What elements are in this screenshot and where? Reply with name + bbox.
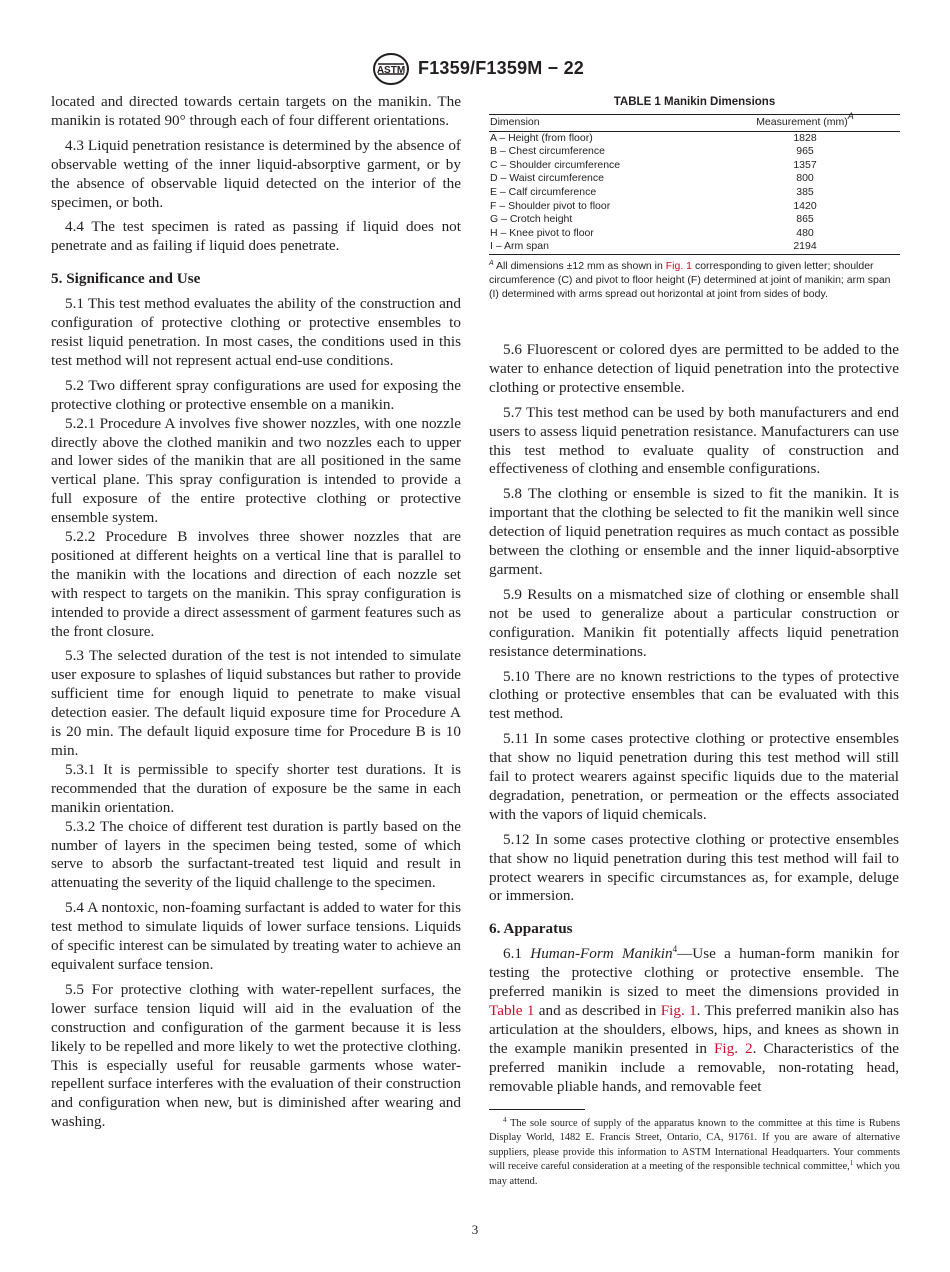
footnote-4: $^4$ The sole source of supply of the apparatus known to the committee at this time is Rubens Display World, 1482 E. Francis Street, Ontario, CA, 91761. If you are aware of alternative suppliers, please provide this information to ASTM International Headquarters. Your comments will receive careful consideration at a meeting of the responsible technical committee,$^1$ which you may attend. xyxy=(489,1116,900,1187)
paragraph-5-7: 5.7 This test method can be used by both manufacturers and end users to assess liquid penetration resistance. Manufacturers can use this test method to evaluate quality of construction and effectiveness of clothing and ensemble configurations. xyxy=(489,403,899,478)
paragraph-4-4: 4.4 The test specimen is rated as passing if liquid does not penetrate and as failing if liquid does penetrate. xyxy=(51,218,461,255)
paragraph-5-5: 5.5 For protective clothing with water-repellent surfaces, the lower surface tension liquid will aid in the evaluation of the construction and configuration of the garment because it is less likely to be repelled and more likely to wet the protective clothing. This is especially useful for reusable garments whose water-repellent surface interferes with the evaluation of their construction and configuration when new, but is diminished after wearing and washing. xyxy=(51,980,461,1131)
paragraph-5-3-1: 5.3.1 It is permissible to specify shorter test durations. It is recommended that the duration of exposure be the same in each manikin orientation. xyxy=(51,760,461,816)
fig-1-link[interactable]: Fig. 1 xyxy=(660,1002,697,1019)
paragraph-5-9: 5.9 Results on a mismatched size of clothing or ensemble shall not be used to generalize about a particular construction or configuration. Manikin fit potentially affects liquid penetration resistance determinations. xyxy=(489,585,899,660)
column-header-measurement: Measurement (mm)$^A$ xyxy=(710,115,900,132)
paragraph-5-2-2: 5.2.2 Procedure B involves three shower nozzles that are positioned at different heights on a vertical line that is parallel to the manikin with the locations and direction of each nozzle set with respect to targets on the manikin. This spray configuration is intended to provide a direct assessment of garment features such as the front closure. xyxy=(51,528,461,640)
paragraph-5-1: 5.1 This test method evaluates the ability of the construction and configuration of protective clothing or protective ensembles to resist liquid penetration. In most cases, the conditions used in this test method will not represent actual end-use conditions. xyxy=(51,295,461,369)
table-row: A – Height (from floor) 1828 xyxy=(490,131,817,144)
paragraph-6-1: 6.1 Human-Form Manikin$^4$—Use a human-form manikin for testing the protective clothing or protective ensemble. The preferred manikin is sized to meet the dimensions provided in Table 1 and as described in Fig. 1. This preferred manikin also has articulation at the shoulders, elbows, hips, and knees as shown in the example manikin presented in Fig. 2. Characteristics of the preferred manikin include a removable, non-rotating head, removable pliable hands, and removable feet xyxy=(489,944,900,1095)
left-column xyxy=(51,93,461,1138)
column-header-dimension: Dimension xyxy=(489,115,710,132)
page-number: 3 xyxy=(471,1222,479,1237)
paragraph-5-2-1: 5.2.1 Procedure A involves five shower nozzles, with one nozzle directly above the clothed manikin and two nozzles each to upper and lower sides of the manikin that are all positioned in the same vertical plane. This spray configuration is intended to provide a full exposure of the entire protective clothing or protective ensemble system. xyxy=(51,414,461,527)
standard-designation: F1359/F1359M − 22 xyxy=(418,58,585,78)
fig-2-link[interactable]: Fig. 2 xyxy=(713,1039,753,1057)
paragraph-4-3: 4.3 Liquid penetration resistance is determined by the absence of observable wetting of the inner liquid-absorptive garment, or by the absence of observable liquid detected on the interior of the specimen, or both. xyxy=(51,136,461,211)
section-6-heading: 6. Apparatus xyxy=(489,920,573,938)
paragraph-5-4: 5.4 A nontoxic, non-foaming surfactant is added to water for this test method to simulate liquids of lower surface tensions. Liquids of specific interest can be simulated by treating water to achieve an equivalent surface tension. xyxy=(51,899,461,973)
table-row: D – Waist circumference 800 xyxy=(490,172,814,185)
table-row: H – Knee pivot to floor 480 xyxy=(490,226,814,239)
table-header-row xyxy=(489,115,900,132)
paragraph-5-2: 5.2 Two different spray configurations are used for exposing the protective clothing or protective ensemble on a manikin. xyxy=(51,376,461,413)
right-column xyxy=(489,341,899,1103)
paragraph-5-3: 5.3 The selected duration of the test is not intended to simulate user exposure to splashes of liquid substances but rather to provide sufficient time for enough liquid to penetrate to make visual detection easier. The default liquid exposure time for Procedure A is 20 min. The default liquid exposure time for Procedure B is 10 min. xyxy=(51,647,461,759)
table-1-link[interactable]: Table 1 xyxy=(489,1002,535,1019)
paragraph-5-10: 5.10 There are no known restrictions to the types of protective clothing or protective ensembles that can be evaluated with this test method. xyxy=(489,667,899,723)
table-row: C – Shoulder circumference 1357 xyxy=(490,158,817,171)
table-row: B – Chest circumference 965 xyxy=(490,145,814,158)
paragraph-5-12: 5.12 In some cases protective clothing or protective ensembles that show no liquid penetration during this test method will fail to protect wearers in specific circumstances as, for example, deluge or immersion. xyxy=(489,830,899,905)
manikin-dimensions-table xyxy=(489,111,900,255)
table-footnote: $^A$ All dimensions ±12 mm as shown in Fig. 1 corresponding to given letter; shoulder circumference (C) and pivot to floor height (F) determined at joint of manikin; arm span (I) determined with arms spread out horizontal at joint from sides of body. xyxy=(489,259,891,301)
table-row: E – Calf circumference 385 xyxy=(490,185,814,198)
paragraph-5-11: 5.11 In some cases protective clothing or protective ensembles that show no liquid penetration during this test method will still fail to protect wearers against specific liquids due to the material degradation, penetration, or permeation or the effects associated with the vapors of liquid chemicals. xyxy=(489,730,899,823)
svg-text:ASTM: ASTM xyxy=(376,65,406,76)
table-title: TABLE 1 Manikin Dimensions xyxy=(613,96,776,108)
section-5-heading: 5. Significance and Use xyxy=(51,270,201,288)
page-header xyxy=(0,52,950,86)
paragraph-5-6: 5.6 Fluorescent or colored dyes are permitted to be added to the water to enhance detection of liquid penetration into the protective clothing or protective ensemble. xyxy=(489,341,899,396)
paragraph-5-3-2: 5.3.2 The choice of different test duration is partly based on the number of layers in the specimen being tested, some of which serve to absorb the surfactant-treated test liquid and result in attenuating the severity of the liquid challenge to the specimen. xyxy=(51,817,461,892)
paragraph-4-2-continued: located and directed towards certain targets on the manikin. The manikin is rotated 90° through each of four different orientations. xyxy=(51,93,461,129)
footnote-divider xyxy=(489,1109,585,1110)
table-row: G – Crotch height 865 xyxy=(490,213,814,226)
astm-logo-icon xyxy=(372,52,410,86)
fig-1-link[interactable]: Fig. 1 xyxy=(665,259,693,272)
paragraph-5-8: 5.8 The clothing or ensemble is sized to fit the manikin. It is important that the clothing be selected to fit the manikin well since detection of liquid penetration requires as much contact as possible between the clothing or ensemble and the inner liquid-absorptive garment. xyxy=(489,485,899,578)
table-1 xyxy=(489,96,900,302)
table-row: F – Shoulder pivot to floor 1420 xyxy=(490,199,817,212)
table-row: I – Arm span 2194 xyxy=(489,240,900,254)
